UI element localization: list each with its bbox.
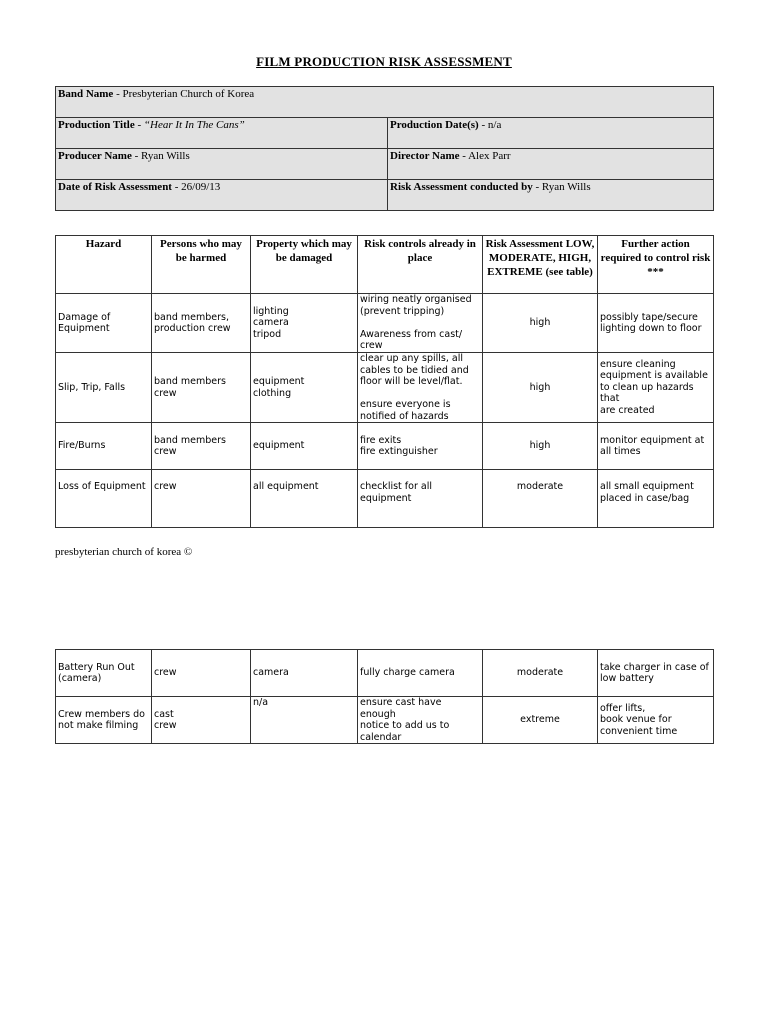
band-name-value: Presbyterian Church of Korea — [122, 88, 255, 100]
hazard-cell: Loss of Equipment — [56, 470, 152, 528]
conducted-by-cell: Risk Assessment conducted by - Ryan Wills — [388, 180, 714, 211]
producer-cell: Producer Name - Ryan Wills — [56, 149, 388, 180]
hazard-cell: Crew members do not make filming — [56, 697, 152, 744]
table-row — [56, 697, 714, 744]
producer-value: Ryan Wills — [141, 150, 190, 162]
document-title: FILM PRODUCTION RISK ASSESSMENT — [256, 54, 512, 69]
production-title-label: Production Title — [58, 119, 135, 131]
header-hazard: Hazard — [56, 236, 152, 294]
risk-table-header — [56, 236, 714, 294]
production-dates-value: n/a — [487, 119, 502, 131]
production-info-table — [55, 86, 714, 211]
controls-cell: fire exits fire extinguisher — [358, 423, 483, 470]
director-cell: Director Name - Alex Parr — [388, 149, 714, 180]
risk-level-cell: high — [483, 423, 598, 470]
property-cell: equipment — [251, 423, 358, 470]
persons-cell: band members crew — [152, 423, 251, 470]
table-row — [56, 650, 714, 697]
property-cell: equipment clothing — [251, 353, 358, 423]
header-further-action: Further action required to control risk *** — [598, 236, 714, 294]
controls-cell: ensure cast have enough notice to add us to calendar — [358, 697, 483, 744]
property-cell: camera — [251, 650, 358, 697]
controls-cell: wiring neatly organised (prevent tripping) Awareness from cast/ crew — [358, 294, 483, 353]
conducted-by-label: Risk Assessment conducted by — [390, 181, 533, 193]
controls-cell: checklist for all equipment — [358, 470, 483, 528]
controls-cell: fully charge camera — [358, 650, 483, 697]
further-action-cell: take charger in case of low battery — [598, 650, 714, 697]
further-action-cell: all small equipment placed in case/bag — [598, 470, 714, 528]
conducted-by-value: Ryan Wills — [541, 181, 591, 193]
further-action-cell: offer lifts, book venue for convenient time — [598, 697, 714, 744]
table-row — [56, 353, 714, 423]
property-cell: n/a — [251, 697, 358, 744]
header-controls: Risk controls already in place — [358, 236, 483, 294]
header-persons: Persons who may be harmed — [152, 236, 251, 294]
hazard-cell: Fire/Burns — [56, 423, 152, 470]
copyright-footer: presbyterian church of korea © — [55, 546, 193, 558]
director-value: Alex Parr — [468, 150, 511, 162]
info-row-people — [56, 149, 714, 180]
controls-cell: clear up any spills, all cables to be tidied and floor will be level/flat. ensure everyone is notified of hazards — [358, 353, 483, 423]
persons-cell: cast crew — [152, 697, 251, 744]
production-title-cell: Production Title - “Hear It In The Cans” — [56, 118, 388, 149]
persons-cell: band members crew — [152, 353, 251, 423]
risk-level-cell: moderate — [483, 650, 598, 697]
persons-cell: crew — [152, 470, 251, 528]
assessment-date-label: Date of Risk Assessment — [58, 181, 172, 193]
further-action-cell: possibly tape/secure lighting down to floor — [598, 294, 714, 353]
production-dates-label: Production Date(s) — [390, 119, 479, 131]
band-name-label: Band Name — [58, 88, 114, 100]
risk-table-continued — [55, 649, 714, 744]
persons-cell: band members, production crew — [152, 294, 251, 353]
further-action-cell: monitor equipment at all times — [598, 423, 714, 470]
assessment-date-cell: Date of Risk Assessment - 26/09/13 — [56, 180, 388, 211]
further-action-cell: ensure cleaning equipment is available to clean up hazards that are created — [598, 353, 714, 423]
header-property: Property which may be damaged — [251, 236, 358, 294]
producer-label: Producer Name — [58, 150, 132, 162]
hazard-cell: Damage of Equipment — [56, 294, 152, 353]
band-name-cell: Band Name - Presbyterian Church of Korea — [56, 87, 714, 118]
assessment-date-value: 26/09/13 — [181, 181, 221, 193]
table-row — [56, 470, 714, 528]
table-row — [56, 423, 714, 470]
info-row-band — [56, 87, 714, 118]
hazard-cell: Battery Run Out (camera) — [56, 650, 152, 697]
risk-level-cell: extreme — [483, 697, 598, 744]
info-row-assessment — [56, 180, 714, 211]
table-row — [56, 294, 714, 353]
header-risk-level: Risk Assessment LOW, MODERATE, HIGH, EXTREME (see table) — [483, 236, 598, 294]
production-title-value: “Hear It In The Cans” — [143, 119, 245, 131]
production-dates-cell: Production Date(s) - n/a — [388, 118, 714, 149]
property-cell: all equipment — [251, 470, 358, 528]
risk-level-cell: moderate — [483, 470, 598, 528]
risk-table — [55, 235, 714, 528]
property-cell: lighting camera tripod — [251, 294, 358, 353]
risk-level-cell: high — [483, 353, 598, 423]
persons-cell: crew — [152, 650, 251, 697]
risk-level-cell: high — [483, 294, 598, 353]
hazard-cell: Slip, Trip, Falls — [56, 353, 152, 423]
info-row-production — [56, 118, 714, 149]
director-label: Director Name — [390, 150, 460, 162]
